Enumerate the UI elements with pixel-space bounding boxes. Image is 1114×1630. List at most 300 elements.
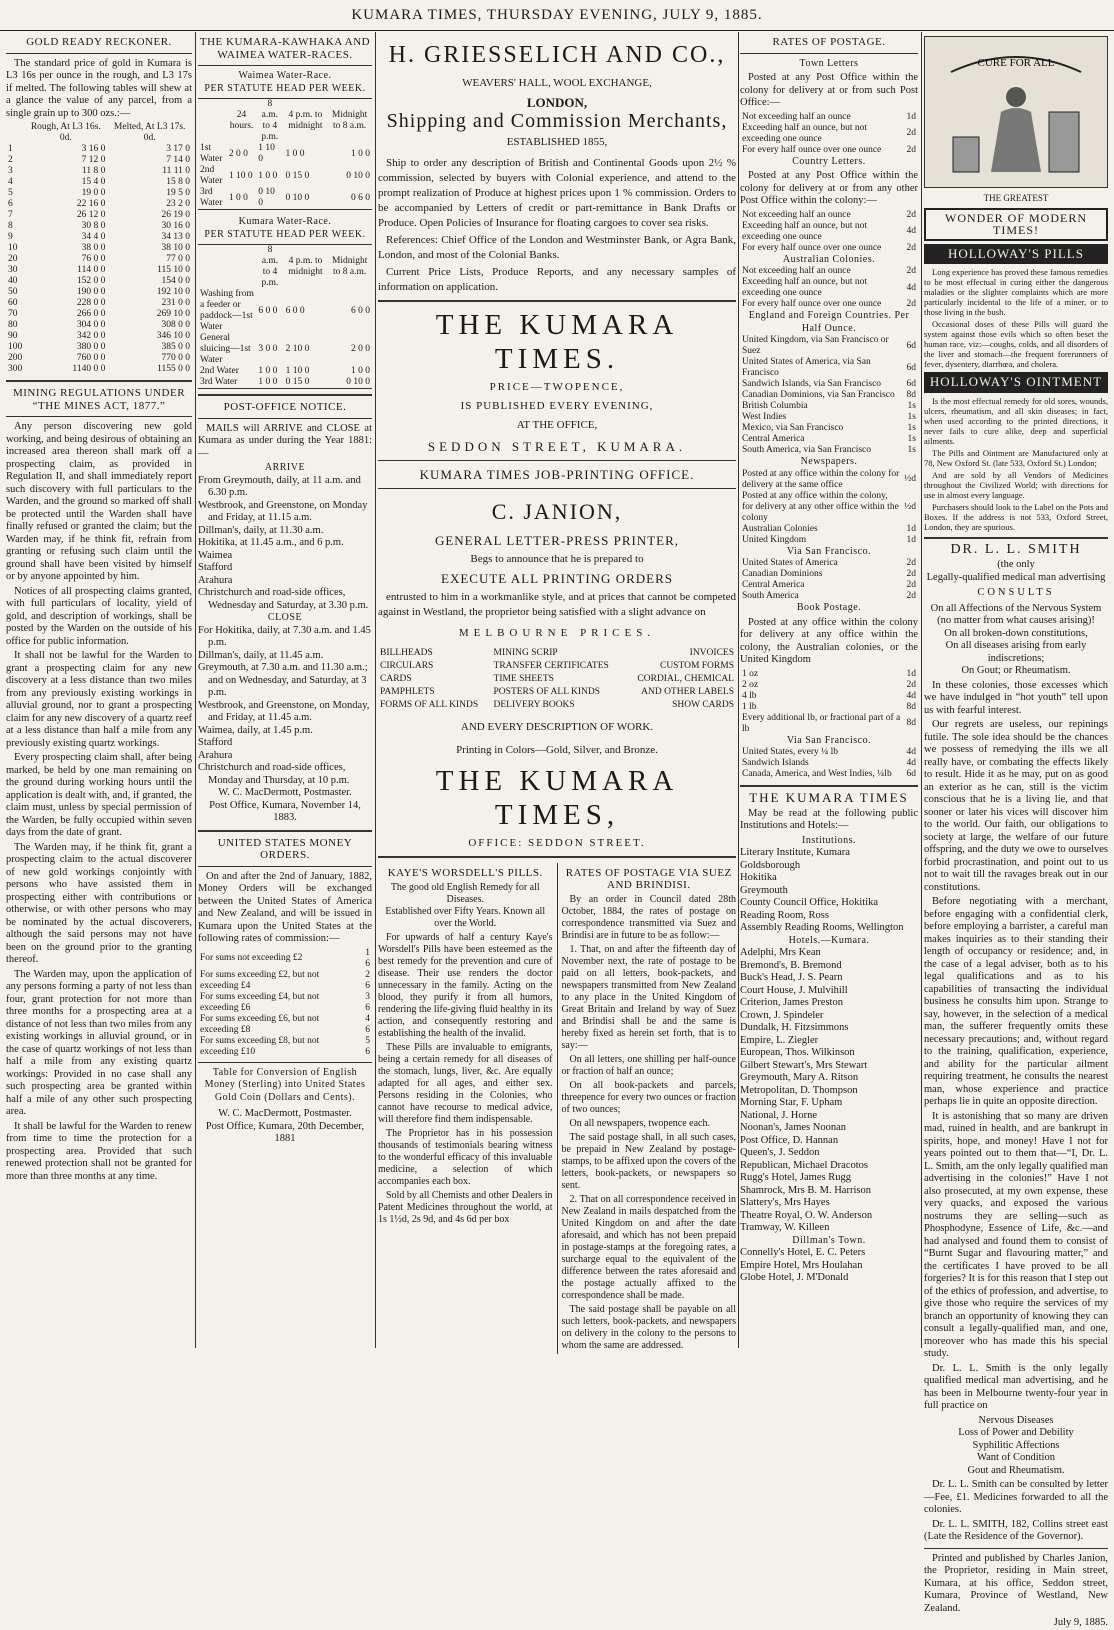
smith-only: (the only bbox=[997, 559, 1035, 570]
hotel-item: Shamrock, Mrs B. M. Harrison bbox=[740, 1184, 871, 1196]
book-row bbox=[740, 691, 918, 702]
hotel-item: Greymouth, Mary A. Ritson bbox=[740, 1072, 859, 1083]
usmo-rate-row bbox=[198, 948, 372, 970]
holloway-sold: And are sold by all Vendors of Medicines throughout the Civilized World; with directions for use in almost every language. bbox=[924, 469, 1108, 500]
usmo-rate-row-cell: For sums exceeding £8, but not exceeding £10 bbox=[200, 1035, 320, 1057]
kt-office: OFFICE: SEDDON STREET. bbox=[468, 837, 646, 849]
smith-legally: Legally-qualified medical man advertising bbox=[926, 571, 1106, 583]
kumara-race-row-cell: 6 0 0 bbox=[258, 305, 278, 316]
hotel-item: Adelphi, Mrs Kean bbox=[740, 947, 821, 958]
griesselich-p1: Ship to order any description of British and Continental Goods upon 2½ % commission, selected by buyers with Colonial experience, and attend to the prompt realization of Produce at highest prices upon 1 % commission. Orders to be accompanied by Letters of credit or part-remittance in Bank Drafts or Produce. Open Policies of Insurance for floating cargoes to cover sea risks. bbox=[378, 157, 736, 229]
hotel-item: Court House, J. Mulvihill bbox=[740, 984, 848, 996]
gold-row-cell: 34 4 0 bbox=[81, 232, 106, 242]
hotel-item: Bremond's, B. Bremond bbox=[740, 959, 842, 971]
column-rule bbox=[738, 32, 739, 1348]
waimea-row-cell: 1 0 0 bbox=[228, 192, 248, 203]
gold-row bbox=[6, 254, 192, 265]
kumara-race-row-cell: 3rd Water bbox=[200, 377, 238, 387]
usmo-rate-row-cell: For sums exceeding £4, but not exceeding £6 bbox=[200, 991, 320, 1013]
waimea-subhead: Waimea Water-Race. bbox=[238, 70, 332, 81]
gold-row bbox=[6, 331, 192, 342]
sf-row bbox=[740, 580, 918, 591]
book-sf-row bbox=[740, 769, 918, 780]
usmo-rate-row bbox=[198, 1014, 372, 1036]
hotels-heading: Hotels.—Kumara. bbox=[788, 934, 870, 946]
gold-row-cell: 34 13 0 bbox=[161, 232, 190, 242]
hotels-list bbox=[740, 947, 918, 1235]
news-row-cell: ½d bbox=[904, 501, 916, 512]
book-row bbox=[740, 669, 918, 680]
janion-execute: EXECUTE ALL PRINTING ORDERS bbox=[441, 571, 673, 586]
gold-row-cell: 346 10 0 bbox=[156, 331, 190, 341]
dillman-list bbox=[740, 1247, 918, 1285]
aus-row bbox=[740, 299, 918, 310]
arrive-item: Dillman's, daily, at 11.30 a.m. bbox=[198, 524, 324, 536]
waimea-col: 8 a.m. to 4 p.m. bbox=[261, 99, 279, 142]
printing-row-cell: BILLHEADS bbox=[380, 648, 433, 658]
waimea-subhead2: PER STATUTE HEAD PER WEEK. bbox=[204, 82, 366, 94]
smith-on1: On all Affections of the Nervous System (no matter from what causes arising)! bbox=[930, 602, 1102, 626]
usmo-rate-row-cell: For sums not exceeding £2 bbox=[200, 953, 303, 963]
hotel-item: Queen's, J. Seddon bbox=[740, 1147, 820, 1158]
news-row-cell: Posted at any office within the colony, for delivery at any other office within the colony bbox=[742, 490, 899, 523]
mining-paragraph: Any person discovering new gold working, and being desirous of obtaining an increased area thereon shall mark off a prospecting claim, as provided in Regulation II, and shall immediately report such discovery with full particulars to the Warden, and the ground so marked off shall be protected until the Warden shall have finally refused or granted the claim; but the Warden may, if he think fit, refrain from granting or refusing such claim until the ground shall have been visited by himself or by anyone appointed by him. bbox=[6, 421, 192, 582]
eng-row bbox=[740, 412, 918, 423]
sf-row-cell: 2d bbox=[906, 569, 916, 579]
waimea-row-cell: 0 10 0 bbox=[285, 192, 310, 203]
gold-row-cell: 4 bbox=[8, 177, 13, 187]
institution-item: Literary Institute, Kumara bbox=[740, 847, 850, 858]
figure-engraving-icon bbox=[931, 42, 1101, 182]
griesselich-p3: Current Price Lists, Produce Reports, and any necessary samples of information on application. bbox=[378, 266, 736, 293]
institution-item: County Council Office, Hokitika bbox=[740, 897, 879, 908]
close-item: Greymouth, at 7.30 a.m. and 11.30 a.m.; and on Wednesday, and Saturday, at 3 p.m. bbox=[198, 662, 368, 698]
holloway-pills-text-2: Occasional doses of these Pills will guard the system against those evils which so often beset the human race, viz:—coughs, colds, and all disorders of the liver and stomach—the frequent forerunners of fever, dysentery, diarrhœa, and cholera. bbox=[924, 319, 1108, 369]
kt-read-text: May be read at the following public Institutions and Hotels:— bbox=[740, 807, 918, 831]
book-row-cell: 1d bbox=[906, 668, 916, 679]
conversion-heading: Table for Conversion of English Money (Sterling) into United States Gold Coin (Dollars and Cents). bbox=[204, 1066, 366, 1103]
hotel-item: Rugg's Hotel, James Rugg bbox=[740, 1172, 851, 1183]
close-item: Stafford bbox=[198, 737, 233, 748]
gold-row-cell: 26 12 0 bbox=[76, 210, 106, 220]
gold-row-cell: 304 0 0 bbox=[76, 320, 106, 330]
printing-row bbox=[378, 699, 736, 712]
gold-row-cell: 11 11 0 bbox=[162, 166, 190, 176]
eng-row-cell: United States of America, via San Francisco bbox=[742, 357, 871, 378]
news-row bbox=[740, 469, 918, 491]
gold-row-cell: 90 bbox=[8, 331, 18, 341]
news-heading: Newspapers. bbox=[800, 456, 858, 467]
column-center bbox=[378, 32, 736, 1351]
suez-p1: By an order in Council dated 28th October, 1884, the rates of postage on correspondence transmitted via Suez and Brindisi are in future to be as follow:— bbox=[561, 894, 736, 941]
waimea-row-cell: 1 10 0 bbox=[228, 170, 253, 181]
hotel-item: Crown, J. Spindeler bbox=[740, 1009, 824, 1021]
waimea-row bbox=[198, 143, 372, 165]
kumara-race-row-cell: 1 0 0 bbox=[351, 366, 370, 376]
post-intro: MAILS will ARRIVE and CLOSE at Kumara as under during the Year 1881:— bbox=[198, 422, 372, 459]
usmo-text: On and after the 2nd of January, 1882, Money Orders will be exchanged between the United States of America and New Zealand, and will be issued in Kumara upon the United States at the following rates of commission:— bbox=[198, 870, 372, 944]
janion-title: C. JANION, bbox=[491, 499, 623, 524]
usmo-rate-row-cell: For sums exceeding £6, but not exceeding £8 bbox=[200, 1013, 320, 1035]
country-text: Posted at any Post Office within the colony for delivery at or from any other Post Office within the colony:— bbox=[740, 170, 918, 206]
mining-heading: MINING REGULATIONS UNDER “THE MINES ACT, 1877.” bbox=[12, 387, 186, 412]
griesselich-address: WEAVERS' HALL, WOOL EXCHANGE, bbox=[462, 77, 652, 89]
sf-row-cell: 2d bbox=[906, 558, 916, 568]
sf-rates bbox=[740, 558, 918, 602]
smith-consults: CONSULTS bbox=[977, 587, 1055, 598]
arrive-item: From Greymouth, daily, at 11 a.m. and 6.30 p.m. bbox=[198, 474, 361, 498]
institution-item: Goldsborough bbox=[740, 859, 801, 871]
arrive-list bbox=[198, 475, 372, 613]
printing-row-cell: PAMPHLETS bbox=[380, 687, 435, 697]
waimea-col: 4 p.m. to midnight bbox=[288, 110, 323, 131]
eng-row-cell: 1s bbox=[907, 445, 916, 455]
country-row bbox=[740, 210, 918, 221]
smith-name: DR. L. L. SMITH bbox=[950, 541, 1082, 557]
news-row bbox=[740, 524, 918, 535]
imprint: Printed and published by Charles Janion, the Proprietor, residing in Main street, Kumara, at his office, Seddon street, Kumara, Province of Westland, New Zealand. bbox=[924, 1552, 1108, 1614]
printing-row bbox=[378, 673, 736, 686]
kumara-race-subhead2: PER STATUTE HEAD PER WEEK. bbox=[204, 228, 366, 240]
close-heading: CLOSE bbox=[267, 612, 303, 623]
aus-row-cell: 2d bbox=[906, 299, 916, 309]
institution-item: Reading Room, Ross bbox=[740, 909, 829, 921]
janion-begs: Begs to announce that he is prepared to bbox=[470, 553, 644, 565]
holloway-ointment: HOLLOWAY'S OINTMENT bbox=[924, 372, 1108, 393]
smith-list-item: Syphilitic Affections bbox=[972, 1439, 1060, 1451]
eng-row-cell: 1s bbox=[907, 412, 916, 422]
close-item: Waimea, daily, at 1.45 p.m. bbox=[198, 724, 313, 736]
post-date: Post Office, Kumara, November 14, 1883. bbox=[209, 799, 361, 823]
usmo-rate-row-cell: 3 6 bbox=[365, 991, 370, 1013]
town-row-cell: Exceeding half an ounce, but not exceeding one ounce bbox=[742, 122, 868, 144]
waimea-row-cell: 1 0 0 bbox=[258, 170, 278, 181]
town-text: Posted at any Post Office within the colony for delivery at or from such Post Office:— bbox=[740, 72, 918, 108]
griesselich-est: ESTABLISHED 1855, bbox=[506, 136, 608, 148]
hotel-item: Theatre Royal, O. W. Anderson bbox=[740, 1209, 873, 1221]
kumara-race-row-cell: 1 0 0 bbox=[258, 377, 278, 387]
eng-row-cell: Sandwich Islands, via San Francisco bbox=[742, 379, 882, 389]
gold-row-cell: 231 0 0 bbox=[161, 298, 190, 308]
gold-row-cell: 80 bbox=[8, 320, 18, 330]
post-sign: W. C. MacDermott, Postmaster. bbox=[218, 787, 352, 798]
printing-row-cell: FORMS OF ALL KINDS bbox=[380, 700, 479, 710]
mining-paragraph: It shall be lawful for the Warden to renew from time to time the protection for a prospecting area. Provided that such renewed protection shall not be granted for more than three months at any time. bbox=[6, 1120, 192, 1182]
gold-row-cell: 300 bbox=[8, 364, 23, 374]
hotel-item: European, Thos. Wilkinson bbox=[740, 1047, 855, 1058]
mining-text bbox=[6, 421, 192, 1183]
eng-row bbox=[740, 445, 918, 456]
dillman-item: Empire Hotel, Mrs Houlahan bbox=[740, 1259, 863, 1271]
book-sf-heading: Via San Francisco. bbox=[786, 734, 872, 746]
kt-price: PRICE—TWOPENCE, bbox=[489, 381, 625, 393]
aus-row bbox=[740, 266, 918, 277]
smith-p2: Our regrets are useless, our repinings futile. The sole idea should be the chances we possess of remedying the ills we all really have, or combating the effects likely to result. Hide it as he may, put on as good an exterior as he can, still is the victim conscious that he is a living lie, and that sooner or later his vices will discover him to the world. Our faith, our obligations to society at large, the welfare of our future offspring, and the duty we owe to ourselves forbid procrastination, and point out to us not to wait till the ravages break out in our constitutions. bbox=[924, 719, 1108, 893]
country-row-cell: Exceeding half an ounce, but not exceeding one ounce bbox=[742, 220, 868, 242]
country-row-cell: Not exceeding half an ounce bbox=[742, 209, 851, 220]
usmo-rate-row-cell: 2 6 bbox=[365, 969, 370, 991]
gold-row-cell: 30 bbox=[8, 265, 18, 275]
mining-paragraph: The Warden may, if he think fit, grant a prospecting claim to the actual discoverer of new gold workings conjointly with persons who have assisted them in prospecting either with contributions or otherwise, or with other persons who may be nominated by the actual discoverers, although the said persons may not have been on the ground prior to the granting thereof. bbox=[6, 841, 192, 965]
usmo-rate-row-cell: 5 6 bbox=[365, 1035, 370, 1057]
arrive-item: Stafford bbox=[198, 562, 233, 573]
printing-row-cell: TRANSFER CERTIFICATES bbox=[493, 661, 609, 671]
griesselich-city: LONDON, bbox=[526, 95, 588, 110]
imprint-date: July 9, 1885. bbox=[1053, 1617, 1108, 1628]
eng-row-cell: 1s bbox=[907, 434, 916, 444]
waimea-row-cell: 1 10 0 bbox=[258, 143, 275, 164]
town-row bbox=[740, 112, 918, 123]
gold-row-cell: 7 14 0 bbox=[166, 155, 190, 165]
book-rates bbox=[740, 669, 918, 735]
close-item: Dillman's, daily, at 11.45 a.m. bbox=[198, 649, 324, 661]
printing-colors: Printing in Colors—Gold, Silver, and Bronze. bbox=[456, 744, 658, 756]
hotel-item: Noonan's, James Noonan bbox=[740, 1122, 846, 1133]
gold-row-cell: 30 8 0 bbox=[81, 221, 106, 231]
gold-row-cell: 40 bbox=[8, 276, 18, 286]
hotel-item: Gilbert Stewart's, Mrs Stewart bbox=[740, 1059, 868, 1071]
waimea-row-cell: 2nd Water bbox=[200, 165, 223, 186]
gold-row bbox=[6, 342, 192, 353]
waimea-col: Midnight to 8 a.m. bbox=[331, 110, 368, 131]
gold-row-cell: 342 0 0 bbox=[76, 331, 106, 341]
column-rule bbox=[375, 32, 376, 1348]
country-heading: Country Letters. bbox=[792, 155, 866, 167]
usmo-sign: W. C. MacDermott, Postmaster. bbox=[218, 1108, 352, 1119]
printing-row-cell: POSTERS OF ALL KINDS bbox=[493, 687, 601, 697]
gold-row-cell: 1155 0 0 bbox=[157, 364, 190, 374]
book-sf-row bbox=[740, 747, 918, 758]
holloway-made: The Pills and Ointment are Manufactured only at 78, New Oxford St. (late 533, Oxford St.) London; bbox=[924, 447, 1108, 468]
book-row bbox=[740, 702, 918, 713]
gold-row-cell: 8 bbox=[8, 221, 13, 231]
book-row-cell: 8d bbox=[906, 718, 916, 728]
country-rates bbox=[740, 210, 918, 254]
suez-heading: RATES OF POSTAGE VIA SUEZ AND BRINDISI. bbox=[565, 867, 732, 891]
town-row-cell: Not exceeding half an ounce bbox=[742, 111, 851, 122]
gold-row-cell: 1140 0 0 bbox=[72, 364, 106, 374]
kumara-race-row bbox=[198, 333, 372, 366]
gold-row-cell: 7 12 0 bbox=[81, 155, 106, 165]
eng-row bbox=[740, 335, 918, 357]
news-row-cell: 1d bbox=[906, 523, 916, 534]
sf-row-cell: United States of America bbox=[742, 558, 838, 568]
hotel-item: Morning Star, F. Upham bbox=[740, 1097, 843, 1108]
smith-on2: On all broken-down constitutions, bbox=[944, 627, 1088, 639]
suez-p6: The said postage shall, in all such cases, be prepaid in New Zealand by postage-stamps, to be affixed upon the covers of the letters, book-packets, or newspapers so sent. bbox=[561, 1132, 736, 1191]
town-row-cell: For every half ounce over one ounce bbox=[742, 144, 882, 155]
book-sf-row-cell: 6d bbox=[906, 769, 916, 779]
gold-row-cell: 760 0 0 bbox=[76, 353, 106, 363]
printing-row-cell: DELIVERY BOOKS bbox=[493, 700, 575, 710]
gold-row bbox=[6, 188, 192, 199]
eng-row-cell: South America, via San Francisco bbox=[742, 445, 872, 455]
kaye-p4: Sold by all Chemists and other Dealers in Patent Medicines throughout the world, at 1s 1½d, 2s 9d, and 4s 6d per box bbox=[378, 1190, 553, 1225]
close-list bbox=[198, 625, 372, 788]
gold-row-cell: 7 bbox=[8, 210, 13, 220]
smith-on4: On Gout; or Rheumatism. bbox=[961, 665, 1071, 676]
janion-entrusted: entrusted to him in a workmanlike style, and at prices that cannot be competed against in Westland, the proprietor being satisfied with a slight advance on bbox=[378, 591, 736, 618]
sf-row bbox=[740, 591, 918, 602]
book-row bbox=[740, 680, 918, 691]
mining-paragraph: The Warden may, upon the application of any persons forming a party of not less than four, grant protection for not more than three months for a prospecting area at a distance of not less than two miles from any existing workings in alluvial ground, or in the case of quartz workings of not less than half a mile from any existing quartz workings: Provided in no case shall any such prospecting area be granted within half a mile of any other such prospecting area. bbox=[6, 968, 192, 1117]
gold-row bbox=[6, 144, 192, 155]
arrive-item: Arahura bbox=[198, 574, 233, 586]
gold-row-cell: 154 0 0 bbox=[161, 276, 190, 286]
gold-row-cell: 60 bbox=[8, 298, 18, 308]
kumara-race-row bbox=[198, 377, 372, 389]
usmo-rate-row-cell: 1 6 bbox=[365, 947, 370, 969]
eng-row-cell: West Indies bbox=[742, 412, 787, 422]
gold-row-cell: 228 0 0 bbox=[76, 298, 106, 308]
gold-row-cell: 9 bbox=[8, 232, 13, 242]
book-sf-row-cell: 4d bbox=[906, 758, 916, 768]
hotel-item: Criterion, James Preston bbox=[740, 997, 843, 1008]
news-rates bbox=[740, 469, 918, 546]
usmo-rates bbox=[198, 948, 372, 1058]
sf-row bbox=[740, 569, 918, 580]
kaye-sub: The good old English Remedy for all Diseases. bbox=[390, 882, 540, 905]
hotel-item: Republican, Michael Dracotos bbox=[740, 1159, 868, 1171]
news-row bbox=[740, 491, 918, 524]
griesselich-p2: References: Chief Office of the London and Westminster Bank, or Agra Bank, London, and most of the Colonial Banks. bbox=[378, 234, 736, 261]
town-row-cell: 2d bbox=[906, 144, 916, 155]
printing-row-cell: CUSTOM FORMS bbox=[659, 661, 734, 671]
kaye-p1: For upwards of half a century Kaye's Worsdell's Pills have been esteemed as the best remedy for the prevention and cure of disease. Their use renders the doctor unnecessary in the family. Acting on the blood, they purify it from all humors, rendering the life-giving fluid healthy in its action, and consequently restoring and establishing the health of the invalid. bbox=[378, 932, 553, 1039]
gold-table bbox=[6, 122, 192, 375]
eng-row bbox=[740, 423, 918, 434]
column-rule bbox=[921, 32, 922, 1348]
gold-row-cell: 11 8 0 bbox=[81, 166, 106, 176]
country-row-cell: For every half ounce over one ounce bbox=[742, 242, 882, 253]
kaye-est: Established over Fifty Years. Known all over the World. bbox=[385, 906, 546, 929]
column-water bbox=[198, 32, 372, 1348]
kumara-race-row-cell: 2nd Water bbox=[200, 366, 239, 376]
kumara-race-col: 4 p.m. to midnight bbox=[288, 256, 323, 277]
column-postage bbox=[740, 32, 918, 1348]
griesselich-sub: Shipping and Commission Merchants, bbox=[386, 110, 728, 132]
kumara-race-row-cell: 3 0 0 bbox=[258, 344, 278, 354]
sf-heading: Via San Francisco. bbox=[786, 545, 872, 557]
hotel-item: Buck's Head, J. S. Pearn bbox=[740, 972, 843, 983]
kaye-heading: KAYE'S WORSDELL'S PILLS. bbox=[387, 867, 543, 879]
dillman-heading: Dillman's Town. bbox=[792, 1234, 866, 1246]
waimea-row-cell: 0 15 0 bbox=[285, 170, 310, 181]
close-item: For Hokitika, daily, at 7.30 a.m. and 1.45 p.m. bbox=[198, 624, 371, 648]
gold-row-cell: 30 16 0 bbox=[161, 221, 190, 231]
gold-row bbox=[6, 287, 192, 298]
news-row-cell: Australian Colonies bbox=[742, 523, 818, 534]
book-row-cell: Every additional lb, or fractional part of a lb bbox=[742, 712, 901, 734]
smith-p3: Before negotiating with a merchant, before engaging with a confidential clerk, before employing a barrister, a careful man makes inquiries as to their standing their length of occupancy or residence; and, in the case of a legal adviser, both as to his legal qualifications and as to his capabilities of transacting the individual business he consults him upon. Strange to say, however, in the selection of a medical man, the sufferer frequently omits these necessary precautions; and, without regard to the training, qualification, experience, and ability for the particular ailment requiring treatment, he consults the nearest man, whose experience and practice perhaps lie in quite an opposite direction. bbox=[924, 896, 1108, 1107]
kt-published: IS PUBLISHED EVERY EVENING, bbox=[460, 400, 654, 412]
gold-row-cell: 152 0 0 bbox=[76, 276, 106, 286]
eng-row-cell: 6d bbox=[906, 340, 916, 351]
town-heading: Town Letters bbox=[799, 57, 859, 69]
printing-list bbox=[378, 647, 736, 712]
smith-p4: It is astonishing that so many are driven mad, ruined in health, and are bankrupt in spirits, hope, and money! Have I not for years pointed out to them that—“I, Dr. L. L. Smith, am the only legally qualified man advertising in the colonies!” Have I not also prosecuted, at my own expense, these very quacks, and exposed the various nostrums they are selling—such as Phosphodyne, Essence of Life, &c.—and had analysed and found them to consist of “Burnt Sugar and flavouring matter,” and the certificates I have proved to be all forgeries? It is for this reason that I step out of the ethics of profession, and advertise, to give those who require the services of my branch an opportunity of knowing they can consult a legally-qualified man, and one, moreover who has made this his special study. bbox=[924, 1110, 1108, 1359]
waimea-row-cell: 2 0 0 bbox=[228, 148, 248, 159]
gold-row bbox=[6, 265, 192, 276]
gold-row-cell: 38 0 0 bbox=[81, 243, 106, 253]
suez-notice bbox=[557, 863, 737, 1354]
eng-rates bbox=[740, 335, 918, 456]
gold-row-cell: 26 19 0 bbox=[161, 210, 190, 220]
hotel-item: Dundalk, H. Fitzsimmons bbox=[740, 1022, 849, 1033]
kumara-race-row-cell: 6 0 0 bbox=[351, 305, 370, 316]
gold-row-cell: 76 0 0 bbox=[81, 254, 106, 264]
kumara-race-row-cell: Washing from a feeder or paddock—1st Water bbox=[200, 289, 254, 332]
sf-row-cell: 2d bbox=[906, 580, 916, 590]
masthead: KUMARA TIMES, THURSDAY EVENING, JULY 9, 1885. bbox=[0, 0, 1114, 31]
smith-list-item: Want of Condition bbox=[977, 1452, 1055, 1463]
eng-row bbox=[740, 390, 918, 401]
gold-row bbox=[6, 320, 192, 331]
gold-row-cell: 308 0 0 bbox=[161, 320, 190, 330]
aus-row-cell: 4d bbox=[906, 282, 916, 293]
column-adverts bbox=[924, 32, 1108, 1628]
eng-row-cell: 6d bbox=[906, 362, 916, 373]
aus-row bbox=[740, 277, 918, 299]
news-row-cell: 1d bbox=[906, 534, 916, 545]
gold-row-cell: 114 0 0 bbox=[77, 265, 106, 275]
news-row-cell: ½d bbox=[904, 474, 916, 484]
printing-row bbox=[378, 647, 736, 660]
smith-list bbox=[924, 1415, 1108, 1478]
kumara-times-title-2: THE KUMARA TIMES, bbox=[435, 765, 679, 831]
kumara-race-row bbox=[198, 366, 372, 377]
kumara-race-row-cell: General sluicing—1st Water bbox=[200, 333, 251, 365]
mining-paragraph: Every prospecting claim shall, after being marked, be held by one man remaining on the ground during working hours until the application is dealt with, and, if granted, the claim must, unless by special permission of the Warden, be fully occupied within seven days from the date of grant. bbox=[6, 752, 192, 838]
waimea-row-cell: 1 0 0 bbox=[285, 148, 305, 159]
dillman-item: Connelly's Hotel, E. C. Peters bbox=[740, 1247, 866, 1258]
eng-row-cell: United Kingdom, via San Francisco or Suez bbox=[742, 335, 889, 356]
close-item: Arahura bbox=[198, 749, 233, 761]
gold-row bbox=[6, 364, 192, 375]
printing-row-cell: AND OTHER LABELS bbox=[641, 687, 734, 697]
eng-heading: England and Foreign Countries. Per Half Ounce. bbox=[748, 310, 910, 334]
gold-row-cell: 50 bbox=[8, 287, 18, 297]
printing-row-cell: INVOICES bbox=[689, 648, 734, 658]
book-row-cell: 1 lb bbox=[742, 701, 757, 712]
holloway-pills: HOLLOWAY'S PILLS bbox=[924, 244, 1108, 265]
gold-row-cell: 5 bbox=[8, 188, 13, 198]
book-row-cell: 2d bbox=[906, 679, 916, 690]
gold-row-cell: 15 4 0 bbox=[81, 177, 106, 187]
waimea-row bbox=[198, 165, 372, 187]
gold-intro: The standard price of gold in Kumara is L3 16s per ounce in the rough, and L3 17s if melted. The following tables will shew at a glance the value of any parcel, from a single grain up to 300 ozs.:— bbox=[6, 57, 192, 119]
hotel-item: Slattery's, Mrs Hayes bbox=[740, 1197, 830, 1208]
eng-row-cell: Canadian Dominions, via San Francisco bbox=[742, 390, 895, 400]
gold-row bbox=[6, 155, 192, 166]
eng-row-cell: British Columbia bbox=[742, 401, 808, 411]
mining-paragraph: Notices of all prospecting claims granted, with full particulars of locality, yield of gold, and description of workings, shall be posted by the Warden on the outside of his office for public information. bbox=[6, 585, 192, 647]
gold-row bbox=[6, 298, 192, 309]
book-heading: Book Postage. bbox=[796, 602, 862, 613]
kumara-race-row-cell: 0 15 0 bbox=[285, 377, 310, 387]
town-rates bbox=[740, 112, 918, 156]
gold-row-cell: 269 10 0 bbox=[156, 309, 190, 319]
eng-row bbox=[740, 434, 918, 445]
kumara-race-row-cell: 6 0 0 bbox=[285, 305, 305, 316]
usmo-rate-row bbox=[198, 992, 372, 1014]
smith-p6: Dr. L. L. Smith can be consulted by letter—Fee, £1. Medicines forwarded to all the colonies. bbox=[924, 1479, 1108, 1515]
gold-row-cell: 100 bbox=[8, 342, 23, 352]
printing-row-cell: CORDIAL, CHEMICAL bbox=[637, 674, 734, 684]
institution-item: Assembly Reading Rooms, Wellington bbox=[740, 922, 904, 933]
gold-row-cell: 38 10 0 bbox=[161, 243, 190, 253]
usmo-rate-row bbox=[198, 1036, 372, 1058]
